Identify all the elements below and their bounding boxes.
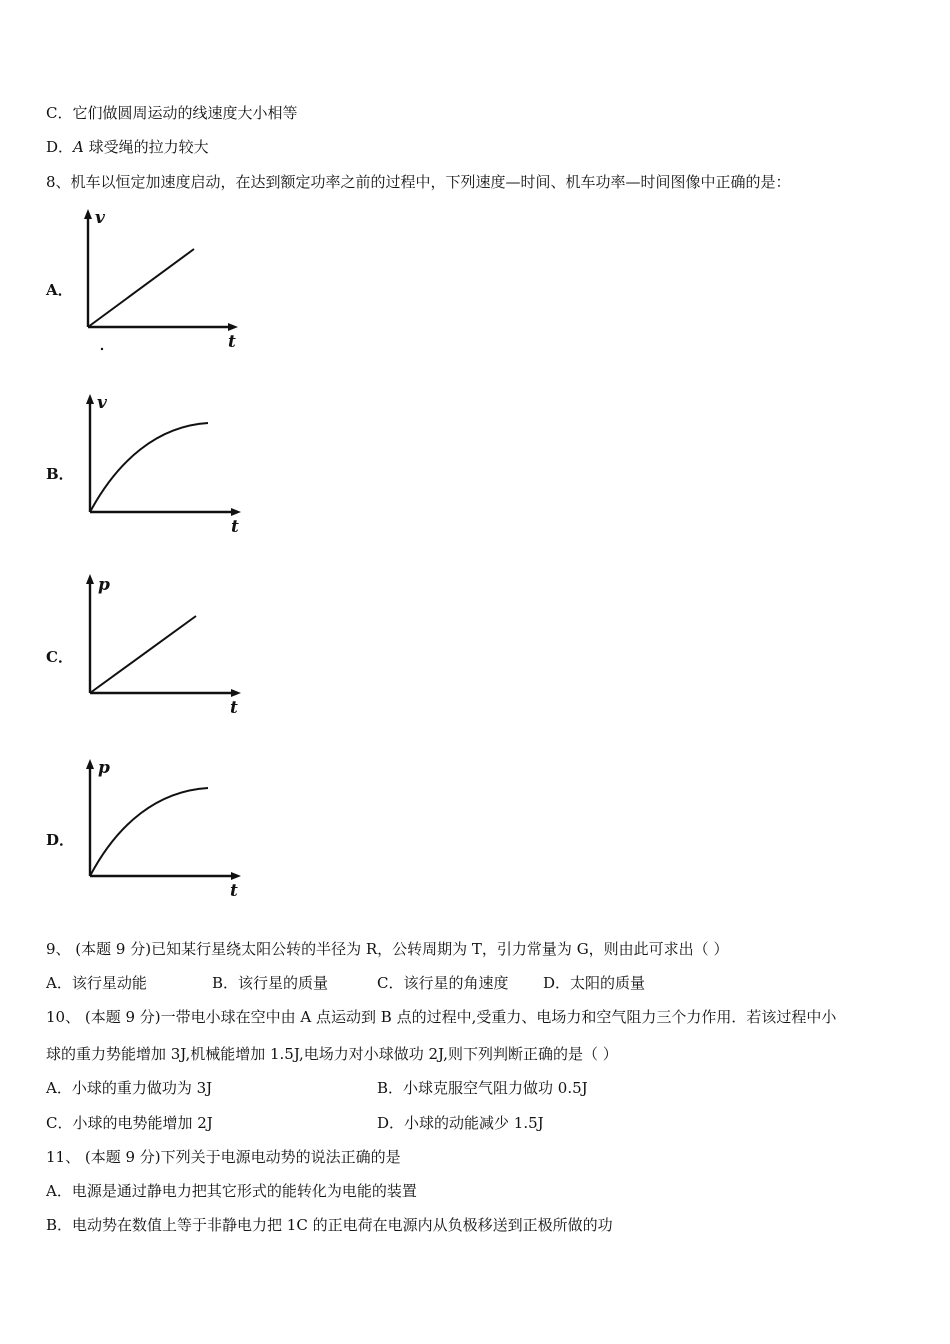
q9-option-a: A．该行星动能 (46, 974, 147, 992)
y-axis-label: p (98, 575, 110, 595)
q10-option-d: D．小球的动能减少 1.5J (377, 1114, 544, 1132)
q8-stem: 8、机车以恒定加速度启动，在达到额定功率之前的过程中，下列速度—时间、机车功率—时间图像中正确的是： (46, 173, 791, 191)
q9-option-b: B．该行星的质量 (212, 974, 329, 992)
q10-stem-line2: 球的重力势能增加 3J,机械能增加 1.5J,电场力对小球做功 2J,则下列判断正确的是（ ） (46, 1045, 618, 1063)
q8-option-a-label: A． (46, 281, 73, 299)
q8-option-b-label: B． (46, 465, 74, 483)
x-axis-label: t (230, 881, 238, 901)
v-t-line (88, 249, 194, 327)
q11-stem: 11、 (本题 9 分)下列关于电源电动势的说法正确的是 (46, 1148, 401, 1166)
x-axis-arrow-icon (231, 689, 241, 697)
q8-option-c-graph (78, 570, 248, 720)
q7-option-d (46, 136, 209, 157)
q8-option-d-graph (78, 755, 248, 905)
q9-stem: 9、 (本题 9 分)已知某行星绕太阳公转的半径为 R，公转周期为 T，引力常量为 G，则由此可求出（ ） (46, 940, 729, 958)
q7-option-d-text: 球受绳的拉力较大 (83, 138, 209, 156)
y-axis-label: v (97, 393, 107, 413)
y-axis-arrow-icon (84, 209, 92, 219)
y-axis-arrow-icon (86, 574, 94, 584)
q8-option-b-graph (78, 390, 248, 540)
stray-dot (101, 348, 103, 350)
v-t-curve (90, 423, 208, 512)
q9-option-d: D．太阳的质量 (543, 974, 646, 992)
x-axis-label: t (231, 517, 239, 537)
q9-option-c: C．该行星的角速度 (377, 974, 509, 992)
y-axis-arrow-icon (86, 394, 94, 404)
q7-option-d-label: D． (46, 138, 74, 156)
x-axis-label: t (230, 698, 238, 718)
q8-option-a-graph (78, 205, 248, 355)
q11-option-b: B．电动势在数值上等于非静电力把 1C 的正电荷在电源内从负极移送到正极所做的功 (46, 1216, 613, 1234)
q8-option-d-label: D． (46, 831, 75, 849)
q8-option-c-label: C． (46, 648, 73, 666)
x-axis-arrow-icon (228, 323, 238, 331)
q10-option-b: B．小球克服空气阻力做功 0.5J (377, 1079, 588, 1097)
x-axis-arrow-icon (231, 872, 241, 880)
y-axis-label: p (98, 758, 110, 778)
y-axis-label: v (95, 208, 105, 228)
q10-stem-line1: 10、 (本题 9 分)一带电小球在空中由 A 点运动到 B 点的过程中,受重力、电场力和空气阻力三个力作用．若该过程中小 (46, 1008, 837, 1026)
q11-option-a: A．电源是通过静电力把其它形式的能转化为电能的装置 (46, 1182, 417, 1200)
q10-option-c: C．小球的电势能增加 2J (46, 1114, 213, 1132)
x-axis-arrow-icon (231, 508, 241, 516)
q10-option-a: A．小球的重力做功为 3J (46, 1079, 213, 1097)
x-axis-label: t (228, 332, 236, 352)
y-axis-arrow-icon (86, 759, 94, 769)
q7-option-d-var: A (73, 138, 84, 156)
p-t-line (90, 616, 196, 693)
q7-option-c: C．它们做圆周运动的线速度大小相等 (46, 104, 298, 122)
p-t-curve (90, 788, 208, 876)
